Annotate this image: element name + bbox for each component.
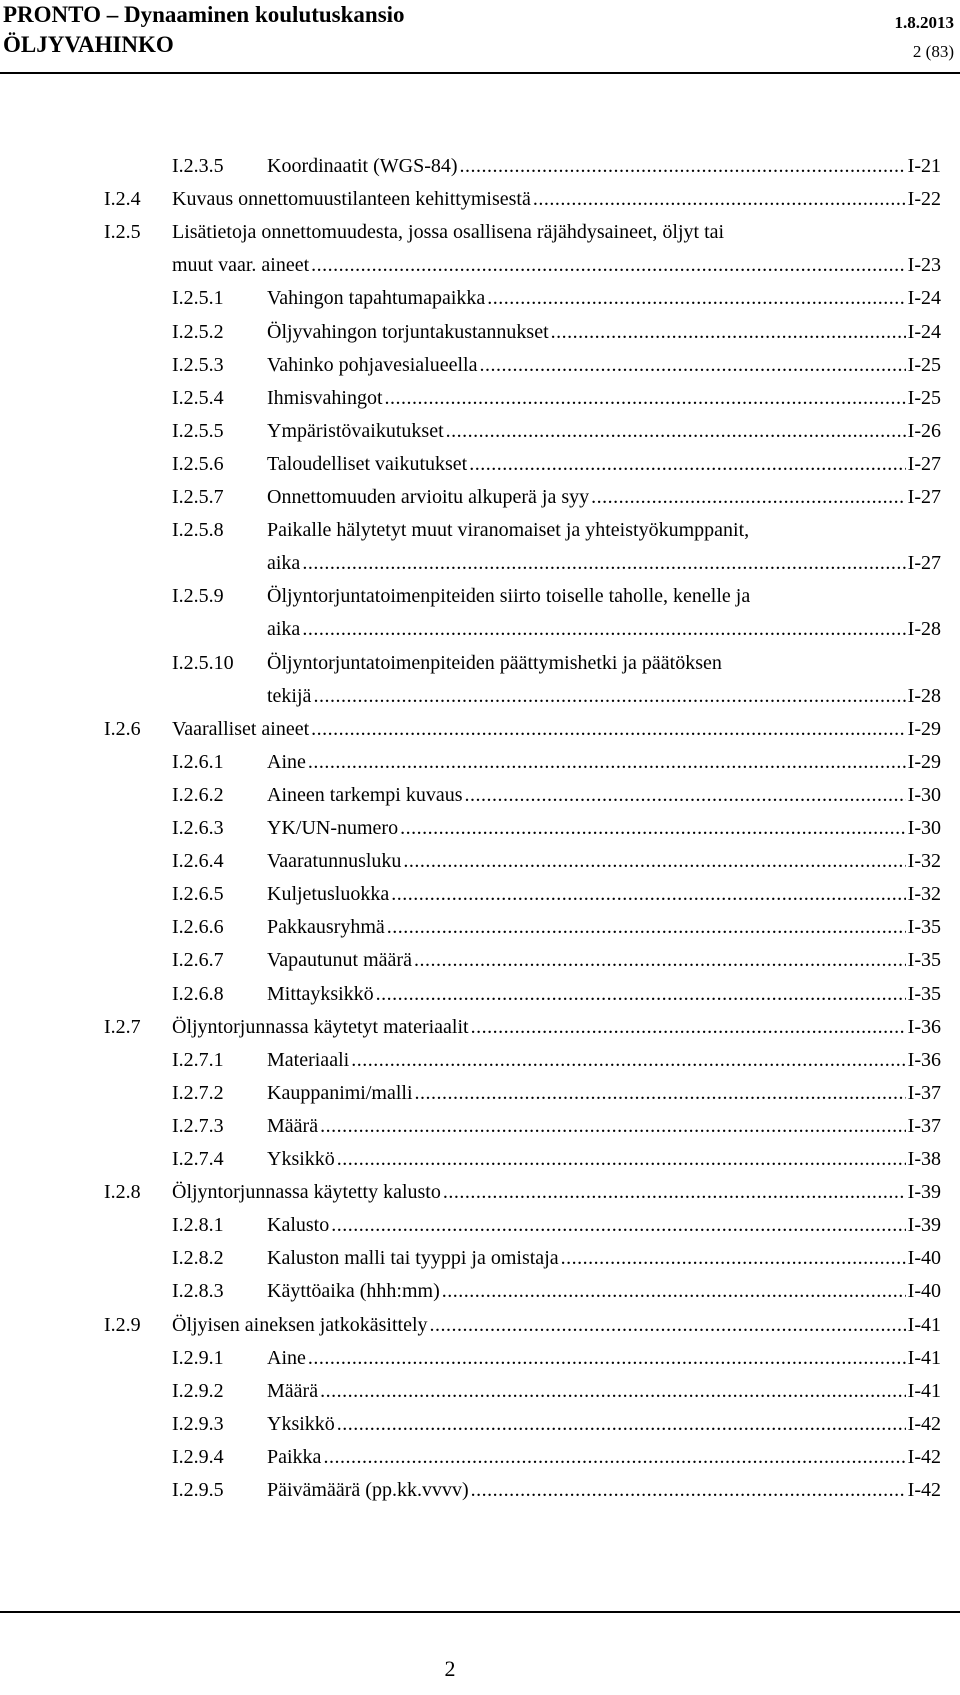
toc-entry-number: I.2.7.2 xyxy=(172,1081,224,1104)
toc-entry-number: I.2.6.4 xyxy=(172,850,224,873)
toc-dot-leader xyxy=(415,1077,906,1110)
toc-entry[interactable] xyxy=(0,1143,960,1176)
toc-entry[interactable] xyxy=(0,481,960,514)
toc-entry-page: I-29 xyxy=(907,717,941,740)
toc-entry[interactable] xyxy=(0,746,960,779)
toc-dot-leader xyxy=(385,382,906,415)
toc-dot-leader xyxy=(533,183,906,216)
toc-entry[interactable] xyxy=(0,448,960,481)
toc-dot-leader xyxy=(320,1110,906,1143)
toc-entry-number: I.2.7.4 xyxy=(172,1148,224,1170)
toc-entry[interactable] xyxy=(0,282,960,315)
toc-entry-page: I-40 xyxy=(907,1247,941,1270)
toc-dot-leader xyxy=(430,1309,906,1342)
toc-entry-leader xyxy=(172,1309,941,1342)
toc-entry-page: I-36 xyxy=(907,1048,941,1071)
toc-entry-title: Koordinaatit (WGS-84) xyxy=(267,155,458,177)
toc-entry-leader xyxy=(267,746,941,779)
toc-dot-leader xyxy=(320,1375,906,1408)
toc-dot-leader xyxy=(551,316,906,349)
toc-entry-number: I.2.4 xyxy=(104,188,141,211)
toc-entry-page: I-22 xyxy=(907,188,941,211)
toc-entry-title: Aine xyxy=(267,750,306,773)
toc-entry-leader xyxy=(267,1242,941,1275)
toc-entry-number: I.2.8.3 xyxy=(172,1280,224,1303)
toc-entry[interactable] xyxy=(0,647,960,713)
toc-entry-title: Onnettomuuden arvioitu alkuperä ja syy xyxy=(267,486,590,508)
toc-dot-leader xyxy=(561,1242,906,1275)
toc-entry-page: I-27 xyxy=(907,452,941,475)
toc-entry-title: Öljyisen aineksen jatkokäsittely xyxy=(172,1313,428,1336)
toc-entry-leader xyxy=(172,713,941,746)
toc-dot-leader xyxy=(313,680,905,713)
toc-entry-title: Ympäristövaikutukset xyxy=(267,419,444,442)
toc-entry-title: Yksikkö xyxy=(267,1148,335,1170)
toc-entry-leader xyxy=(267,1110,941,1143)
toc-entry-leader xyxy=(267,1077,941,1110)
toc-entry-title-line: Lisätietoja onnettomuudesta, jossa osallisena räjähdysaineet, öljyt tai xyxy=(172,221,725,244)
toc-entry-title: Käyttöaika (hhh:mm) xyxy=(267,1280,440,1303)
toc-entry-title: Öljyntorjunnassa käytetyt materiaalit xyxy=(172,1015,469,1038)
toc-entry-number: I.2.6.1 xyxy=(172,750,224,773)
toc-dot-leader xyxy=(308,1342,906,1375)
toc-entry-page: I-28 xyxy=(907,618,941,641)
toc-dot-leader xyxy=(376,978,906,1011)
toc-entry-leader xyxy=(267,613,941,646)
toc-entry-title: Kuvaus onnettomuustilanteen kehittymisestä xyxy=(172,188,531,211)
toc-dot-leader xyxy=(443,1176,906,1209)
toc-entry-leader xyxy=(267,349,941,382)
toc-entry-page: I-42 xyxy=(907,1412,941,1435)
header-subtitle: ÖLJYVAHINKO xyxy=(3,32,174,57)
toc-dot-leader xyxy=(403,845,905,878)
toc-entry-title: Vahinko pohjavesialueella xyxy=(267,353,478,376)
toc-entry-number: I.2.5.9 xyxy=(172,585,224,608)
toc-entry-leader xyxy=(267,316,941,349)
toc-entry-title: Öljyvahingon torjuntakustannukset xyxy=(267,320,549,343)
toc-entry-page: I-27 xyxy=(907,552,941,575)
toc-entry-title: YK/UN-numero xyxy=(267,817,399,839)
header-page-ref: 2 (83) xyxy=(912,42,954,61)
toc-entry-leader xyxy=(172,1176,941,1209)
toc-entry-number: I.2.6.2 xyxy=(172,783,224,806)
toc-entry-number: I.2.6.3 xyxy=(172,817,224,839)
toc-dot-leader xyxy=(331,1209,905,1242)
header-date: 1.8.2013 xyxy=(894,13,954,32)
toc-entry-number: I.2.6.5 xyxy=(172,883,224,906)
toc-dot-leader xyxy=(311,713,906,746)
toc-entry[interactable] xyxy=(0,1408,960,1441)
toc-entry-page: I-28 xyxy=(907,684,941,707)
toc-entry[interactable] xyxy=(0,978,960,1011)
toc-entry-page: I-32 xyxy=(907,850,941,873)
toc-entry[interactable] xyxy=(0,580,960,646)
toc-entry-page: I-35 xyxy=(907,982,941,1005)
toc-entry[interactable] xyxy=(0,1077,960,1110)
toc-dot-leader xyxy=(302,547,905,580)
toc-entry-number: I.2.6.6 xyxy=(172,916,224,939)
toc-entry-leader xyxy=(267,1143,941,1176)
toc-entry-page: I-30 xyxy=(907,817,941,839)
toc-dot-leader xyxy=(323,1441,905,1474)
toc-entry[interactable] xyxy=(0,415,960,448)
toc-entry-leader xyxy=(267,150,941,183)
toc-entry-leader xyxy=(267,680,941,713)
toc-entry-title: muut vaar. aineet xyxy=(172,254,310,277)
toc-entry-title: Määrä xyxy=(267,1379,319,1402)
toc-dot-leader xyxy=(337,1143,906,1176)
toc-entry[interactable] xyxy=(0,1474,960,1507)
toc-entry-title: aika xyxy=(267,618,301,641)
toc-entry-title: Mittayksikkö xyxy=(267,982,374,1005)
toc-entry-number: I.2.6 xyxy=(104,717,141,740)
toc-entry-leader xyxy=(267,1209,941,1242)
toc-entry-number: I.2.5.7 xyxy=(172,486,224,508)
toc-dot-leader xyxy=(480,349,906,382)
toc-entry[interactable] xyxy=(0,1441,960,1474)
toc-entry-leader xyxy=(267,1474,941,1507)
toc-entry[interactable] xyxy=(0,150,960,183)
toc-entry-leader xyxy=(267,448,941,481)
toc-dot-leader xyxy=(487,282,905,315)
toc-entry-number: I.2.6.8 xyxy=(172,982,224,1005)
toc-dot-leader xyxy=(465,779,906,812)
toc-entry-title: Vaaratunnusluku xyxy=(267,850,402,873)
toc-entry-number: I.2.8.2 xyxy=(172,1247,224,1270)
toc-entry-number: I.2.7.3 xyxy=(172,1114,224,1137)
toc-entry-page: I-30 xyxy=(907,783,941,806)
toc-entry-title: Taloudelliset vaikutukset xyxy=(267,452,468,475)
toc-entry-leader xyxy=(267,547,941,580)
toc-entry[interactable] xyxy=(0,216,960,282)
toc-dot-leader xyxy=(414,944,906,977)
toc-entry-leader xyxy=(267,282,941,315)
toc-dot-leader xyxy=(302,613,905,646)
toc-entry-page: I-21 xyxy=(907,155,941,177)
toc-entry-title-line: Paikalle hälytetyt muut viranomaiset ja yhteistyökumppanit, xyxy=(267,519,750,542)
toc-dot-leader xyxy=(471,1011,906,1044)
toc-dot-leader xyxy=(446,415,906,448)
toc-entry-page: I-38 xyxy=(907,1148,941,1170)
toc-entry-number: I.2.9.2 xyxy=(172,1379,224,1402)
toc-entry-title: Määrä xyxy=(267,1114,319,1137)
toc-entry[interactable] xyxy=(0,1011,960,1044)
toc-entry-page: I-35 xyxy=(907,949,941,972)
toc-entry[interactable] xyxy=(0,1309,960,1342)
toc-entry-title: Yksikkö xyxy=(267,1412,335,1435)
toc-entry-leader xyxy=(267,779,941,812)
toc-entry-title: Vahingon tapahtumapaikka xyxy=(267,287,486,310)
toc-entry-title: Aineen tarkempi kuvaus xyxy=(267,783,463,806)
toc-entry-title: Kalusto xyxy=(267,1214,330,1237)
toc-entry-number: I.2.9 xyxy=(104,1313,141,1336)
toc-entry-number: I.2.5.4 xyxy=(172,386,224,409)
toc-entry-page: I-27 xyxy=(907,486,941,508)
toc-entry[interactable] xyxy=(0,183,960,216)
toc-entry-number: I.2.7.1 xyxy=(172,1048,224,1071)
toc-entry-title-line: Öljyntorjuntatoimenpiteiden päättymishetki ja päätöksen xyxy=(267,651,722,674)
toc-entry-leader xyxy=(267,415,941,448)
toc-entry[interactable] xyxy=(0,812,960,845)
toc-dot-leader xyxy=(460,150,906,183)
toc-entry-title: Kaluston malli tai tyyppi ja omistaja xyxy=(267,1247,559,1270)
toc-dot-leader xyxy=(311,249,906,282)
toc-entry-leader xyxy=(267,1342,941,1375)
toc-entry[interactable] xyxy=(0,349,960,382)
toc-entry-leader xyxy=(172,1011,941,1044)
toc-entry-number: I.2.5.2 xyxy=(172,320,224,343)
toc-entry-leader xyxy=(267,481,941,514)
toc-entry-title: Ihmisvahingot xyxy=(267,386,383,409)
toc-entry[interactable] xyxy=(0,1342,960,1375)
header-title: PRONTO – Dynaaminen koulutuskansio xyxy=(3,2,405,27)
toc-entry-page: I-42 xyxy=(907,1445,941,1468)
toc-entry-page: I-39 xyxy=(907,1181,941,1204)
toc-entry-page: I-40 xyxy=(907,1280,941,1303)
toc-entry[interactable] xyxy=(0,779,960,812)
toc-entry-number: I.2.5.6 xyxy=(172,452,224,475)
toc-entry-leader xyxy=(267,1044,941,1077)
toc-entry-page: I-32 xyxy=(907,883,941,906)
toc-entry-number: I.2.9.5 xyxy=(172,1479,224,1501)
toc-entry[interactable] xyxy=(0,1209,960,1242)
toc-entry-title: Materiaali xyxy=(267,1048,350,1071)
toc-entry-leader xyxy=(267,382,941,415)
toc-entry-number: I.2.6.7 xyxy=(172,949,224,972)
toc-entry-leader xyxy=(267,812,941,845)
toc-entry-leader xyxy=(267,944,941,977)
toc-entry-page: I-25 xyxy=(907,386,941,409)
toc-entry-page: I-29 xyxy=(907,750,941,773)
toc-entry[interactable] xyxy=(0,1110,960,1143)
toc-entry-leader xyxy=(267,878,941,911)
toc-entry-number: I.2.7 xyxy=(104,1015,141,1038)
toc-entry-title: Kauppanimi/malli xyxy=(267,1081,413,1104)
toc-entry-title-line: Öljyntorjuntatoimenpiteiden siirto toiselle taholle, kenelle ja xyxy=(267,585,751,608)
toc-entry-leader xyxy=(267,1441,941,1474)
toc-entry-page: I-24 xyxy=(907,320,941,343)
toc-entry-number: I.2.9.4 xyxy=(172,1445,224,1468)
toc-dot-leader xyxy=(337,1408,906,1441)
toc-entry-leader xyxy=(172,183,941,216)
toc-entry[interactable] xyxy=(0,845,960,878)
toc-entry[interactable] xyxy=(0,382,960,415)
toc-entry-number: I.2.5.1 xyxy=(172,287,224,310)
toc-entry-number: I.2.5.10 xyxy=(172,651,234,674)
toc-entry-title: Paikka xyxy=(267,1445,322,1468)
toc-entry-title: aika xyxy=(267,552,301,575)
toc-dot-leader xyxy=(308,746,906,779)
toc-entry[interactable] xyxy=(0,1242,960,1275)
toc-entry-number: I.2.9.1 xyxy=(172,1346,224,1369)
toc-entry-title: Aine xyxy=(267,1346,306,1369)
toc-entry[interactable] xyxy=(0,1176,960,1209)
toc-entry-number: I.2.3.5 xyxy=(172,155,224,177)
toc-dot-leader xyxy=(391,878,905,911)
footer-page-number: 2 xyxy=(444,1656,456,1681)
toc-entry-title: Kuljetusluokka xyxy=(267,883,390,906)
toc-entry-number: I.2.8.1 xyxy=(172,1214,224,1237)
toc-dot-leader xyxy=(351,1044,905,1077)
toc-entry[interactable] xyxy=(0,878,960,911)
toc-entry-leader xyxy=(267,1408,941,1441)
toc-entry-number: I.2.8 xyxy=(104,1181,141,1204)
toc-entry[interactable] xyxy=(0,514,960,580)
toc-entry-page: I-37 xyxy=(907,1081,941,1104)
toc-entry[interactable] xyxy=(0,911,960,944)
toc-entry-title: Öljyntorjunnassa käytetty kalusto xyxy=(172,1181,441,1204)
toc-entry-page: I-36 xyxy=(907,1015,941,1038)
toc-entry-leader xyxy=(172,249,941,282)
toc-entry-number: I.2.5.8 xyxy=(172,519,224,542)
toc-entry-leader xyxy=(267,1275,941,1308)
header-divider xyxy=(0,72,960,74)
toc-entry-number: I.2.5 xyxy=(104,221,141,244)
toc-dot-leader xyxy=(471,1474,906,1507)
toc-entry-page: I-41 xyxy=(907,1313,941,1336)
toc-entry-title: Vapautunut määrä xyxy=(267,949,412,972)
toc-entry-title: Pakkausryhmä xyxy=(267,916,385,939)
toc-entry-page: I-23 xyxy=(907,254,941,277)
toc-entry-leader xyxy=(267,1375,941,1408)
toc-entry-number: I.2.5.5 xyxy=(172,419,224,442)
toc-entry-number: I.2.5.3 xyxy=(172,353,224,376)
toc-entry-page: I-26 xyxy=(907,419,941,442)
toc-entry[interactable] xyxy=(0,316,960,349)
toc-dot-leader xyxy=(400,812,906,845)
toc-dot-leader xyxy=(591,481,906,514)
toc-entry-title: tekijä xyxy=(267,684,312,707)
footer-divider xyxy=(0,1611,960,1613)
toc-entry-page: I-35 xyxy=(907,916,941,939)
toc-dot-leader xyxy=(442,1275,906,1308)
toc-entry-page: I-42 xyxy=(907,1479,941,1501)
toc-entry[interactable] xyxy=(0,944,960,977)
toc-dot-leader xyxy=(387,911,906,944)
toc-entry-title: Vaaralliset aineet xyxy=(172,717,310,740)
toc-entry[interactable] xyxy=(0,1044,960,1077)
toc-dot-leader xyxy=(469,448,905,481)
toc-entry[interactable] xyxy=(0,1375,960,1408)
toc-entry-page: I-41 xyxy=(907,1346,941,1369)
toc-entry-page: I-24 xyxy=(907,287,941,310)
toc-entry-leader xyxy=(267,911,941,944)
toc-entry-leader xyxy=(267,978,941,1011)
toc-entry-page: I-39 xyxy=(907,1214,941,1237)
toc-entry-number: I.2.9.3 xyxy=(172,1412,224,1435)
toc-entry-page: I-37 xyxy=(907,1114,941,1137)
toc-entry-leader xyxy=(267,845,941,878)
toc-entry[interactable] xyxy=(0,713,960,746)
toc-entry-page: I-41 xyxy=(907,1379,941,1402)
toc-entry-title: Päivämäärä (pp.kk.vvvv) xyxy=(267,1479,469,1501)
toc-entry[interactable] xyxy=(0,1275,960,1308)
toc-entry-page: I-25 xyxy=(907,353,941,376)
